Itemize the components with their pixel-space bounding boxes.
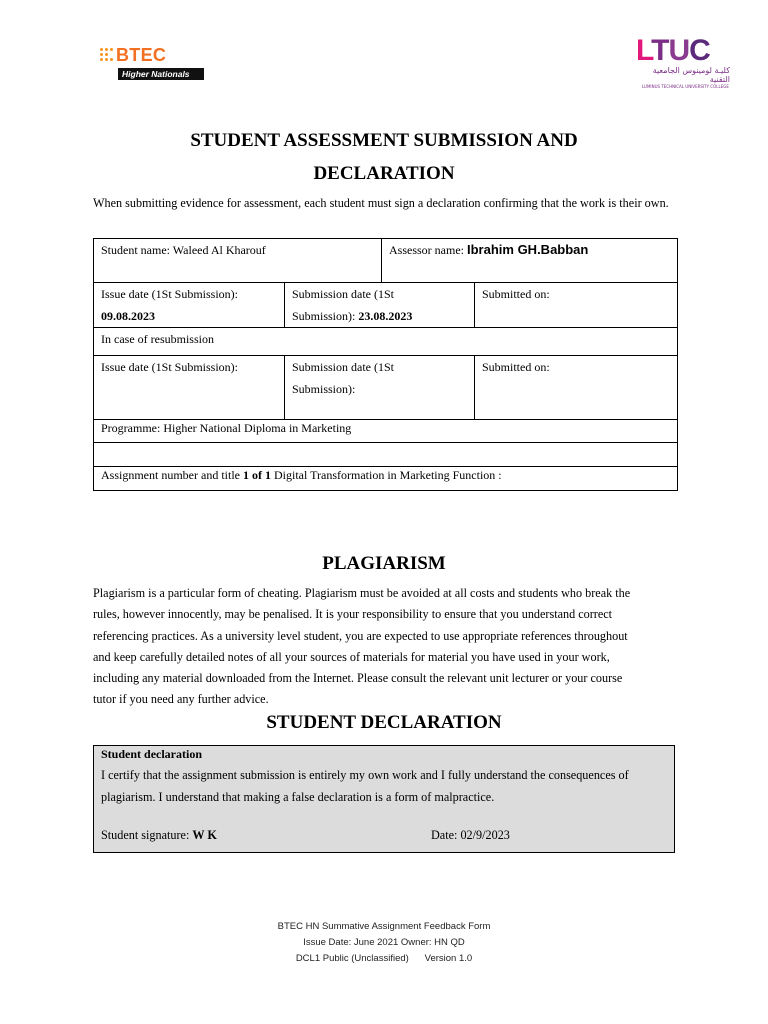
intro-text: When submitting evidence for assessment, each student must sign a declaration confirming that the work is their own. [93,196,669,210]
table-row-names [93,238,678,283]
ltuc-logo [636,36,730,92]
issue-date-cell: Issue date (1St Submission): 09.08.2023 [94,283,284,327]
footer-line3: DCL1 Public (Unclassified) Version 1.0 [295,953,473,964]
ltuc-wordmark: LTUC [636,34,710,67]
student-signature: Student signature: W K [101,828,217,842]
footer-line1: BTEC HN Summative Assignment Feedback Form [277,921,491,932]
assignment-cell: Assignment number and title 1 of 1 Digital Transformation in Marketing Function : [101,468,502,482]
plagiarism-title: PLAGIARISM [322,553,446,574]
table-row-programme [93,420,678,443]
table-row-dates [93,283,678,328]
table-row-empty [93,443,678,467]
assignment-number: 1 of 1 [242,468,271,482]
ltuc-arabic-name: كليـة لومينوس الجامعية التقنية [652,66,730,84]
re-submitted-on-cell: Submitted on: [474,356,679,419]
page-title-line1: STUDENT ASSESSMENT SUBMISSION AND [190,130,578,151]
footer-line2: Issue Date: June 2021 Owner: HN QD [303,937,465,948]
table-row-assignment [93,467,678,491]
table-row-resubmission [93,328,678,356]
btec-logo [100,44,206,84]
declaration-date: Date: 02/9/2023 [431,828,510,842]
btec-dots-icon [100,46,114,64]
assessor-name-value: Ibrahim GH.Babban [467,242,589,257]
submitted-on-cell: Submitted on: [474,283,679,327]
declaration-box-title: Student declaration [101,747,203,761]
submission-date-cell: Submission date (1St Submission): 23.08.2023 [284,283,474,327]
declaration-box [93,745,675,853]
student-name-cell: Student name: Waleed Al Kharouf [101,243,266,257]
submission-date-value: 23.08.2023 [358,309,413,323]
ltuc-english-name: LUMINUS TECHNICAL UNIVERSITY COLLEGE [642,84,729,89]
signature-value: W K [192,828,217,842]
page-title-line2: DECLARATION [313,163,455,184]
submission-table [93,238,678,491]
issue-date-value: 09.08.2023 [101,309,155,323]
assignment-title: Digital Transformation in Marketing Function : [273,468,502,482]
declaration-text: I certify that the assignment submission is entirely my own work and I fully understand the consequences of plagiarism. I understand that making a false declaration is a form of malpractice. [101,768,629,804]
plagiarism-paragraph: Plagiarism is a particular form of cheating. Plagiarism must be avoided at all costs and students who break the rules, however innocently, may be penalised. It is your responsibility to ensure that you understand correct referencing practices. As a university level student, you are expected to use appropriate references throughout and keep carefully detailed notes of all your sources of materials for material you have used in your work, including any material downloaded from the Internet. Please consult the relevant unit lecturer or your course tutor if you need any further advice. [93,586,631,707]
btec-wordmark: BTEC [116,45,167,65]
re-submission-date-cell: Submission date (1St Submission): [284,356,474,419]
resubmission-label: In case of resubmission [101,332,214,346]
date-value: 02/9/2023 [460,828,510,842]
btec-tagline: Higher Nationals [118,68,204,80]
programme-cell: Programme: Higher National Diploma in Marketing [101,421,352,435]
declaration-section-title: STUDENT DECLARATION [266,712,502,733]
assessor-name-cell: Assessor name: Ibrahim GH.Babban [381,239,679,282]
student-name-value: Waleed Al Kharouf [172,243,266,257]
table-row-resubmission-dates [93,356,678,420]
re-issue-date-cell: Issue date (1St Submission): [101,360,238,374]
